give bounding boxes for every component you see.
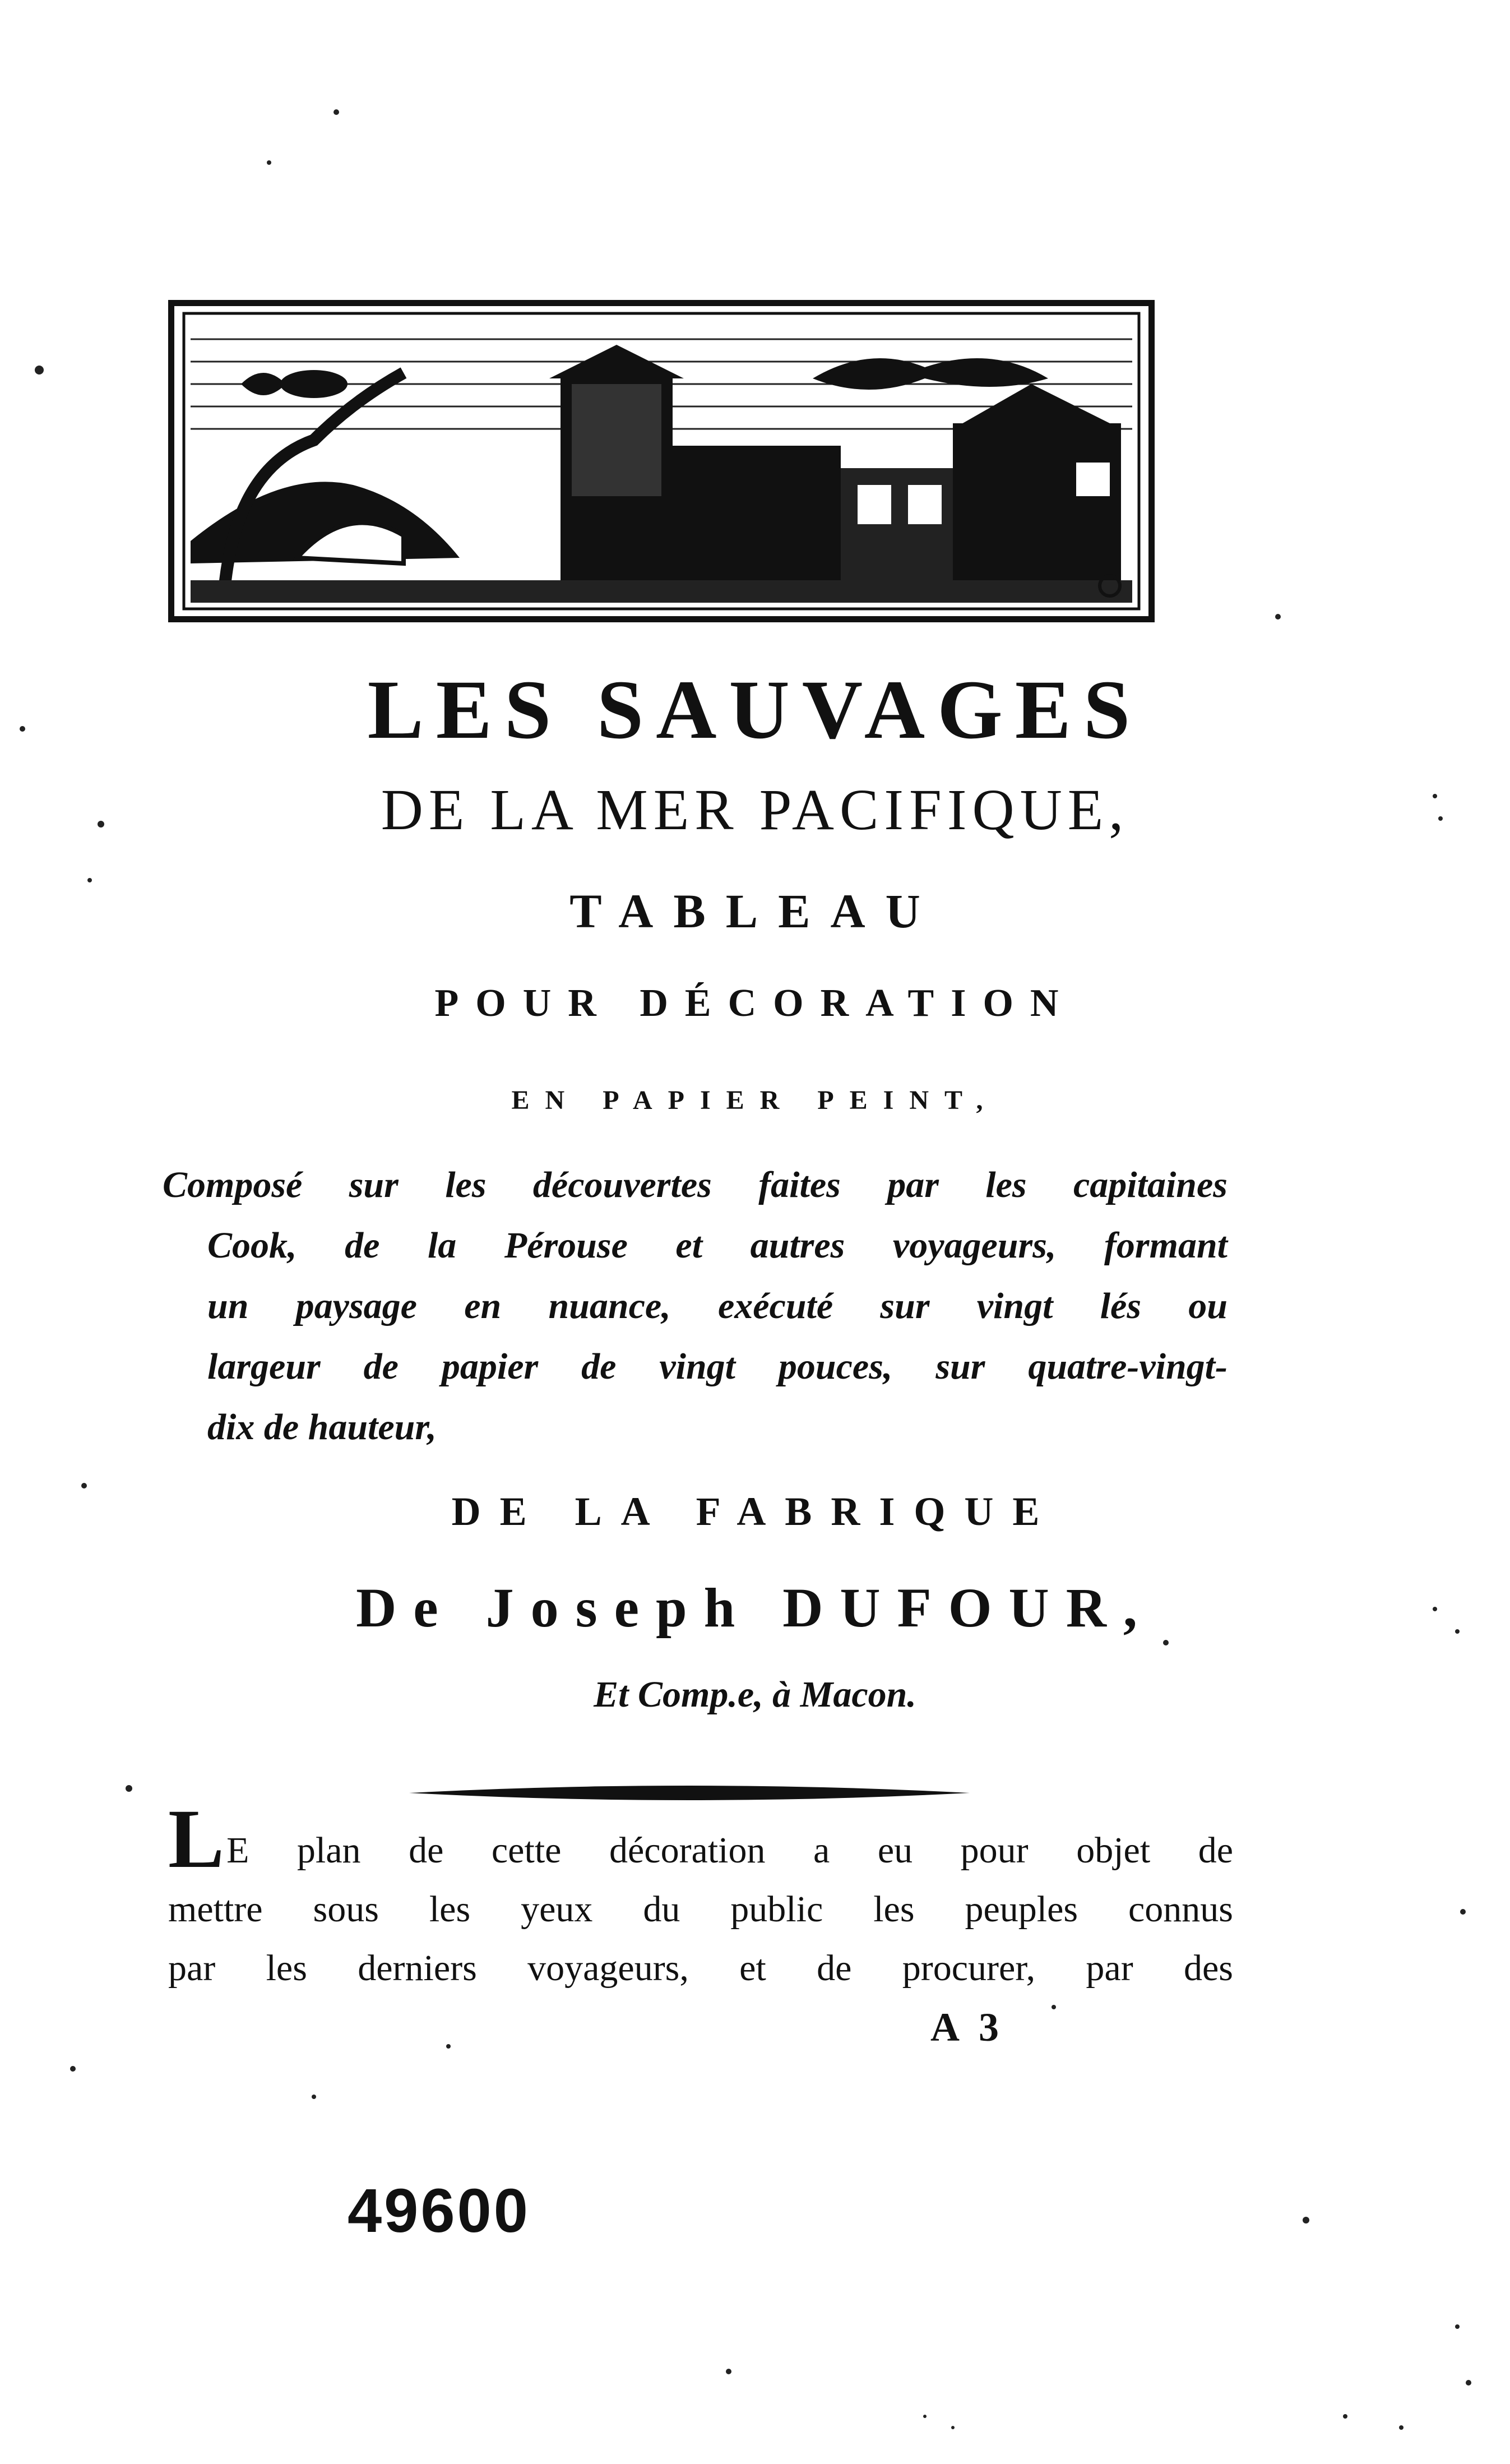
title-line-2: DE LA MER PACIFIQUE, — [381, 778, 1129, 842]
woodcut-vignette — [168, 300, 1155, 622]
publisher-line-3: Et Comp.e, à Macon. — [594, 1674, 916, 1715]
publisher-line-1: DE LA FABRIQUE — [451, 1489, 1059, 1534]
description-line: Composé sur les découvertes faites par les capitaines — [163, 1164, 1228, 1205]
body-paragraph — [168, 1792, 1233, 1998]
description-line: Cook, de la Pérouse et autres voyageurs, formant — [207, 1225, 1228, 1266]
ornamental-rule — [409, 1782, 970, 1804]
body-line: par les derniers voyageurs, et de procurer, par des — [168, 1948, 1233, 1989]
title-line-3: TABLEAU — [569, 884, 941, 938]
body-line-text: E plan de cette décoration a eu pour objet de — [226, 1830, 1233, 1871]
body-line — [168, 1792, 1233, 1885]
publisher-line-2: De Joseph DUFOUR, — [356, 1577, 1154, 1639]
body-line: mettre sous les yeux du public les peuples connus — [168, 1889, 1233, 1930]
description-line: dix de hauteur, — [207, 1407, 437, 1448]
title-line-5: EN PAPIER PEINT, — [511, 1085, 999, 1115]
signature-mark: A 3 — [930, 2005, 1005, 2050]
description-paragraph — [163, 1155, 1228, 1458]
title-line-1: LES SAUVAGES — [367, 663, 1143, 756]
catalog-stamp: 49600 — [348, 2176, 530, 2245]
description-line: largeur de papier de vingt pouces, sur quatre-vingt- — [207, 1346, 1228, 1387]
drop-cap: L — [168, 1792, 225, 1885]
description-line: un paysage en nuance, exécuté sur vingt lés ou — [207, 1286, 1228, 1326]
title-line-4: POUR DÉCORATION — [434, 982, 1076, 1025]
